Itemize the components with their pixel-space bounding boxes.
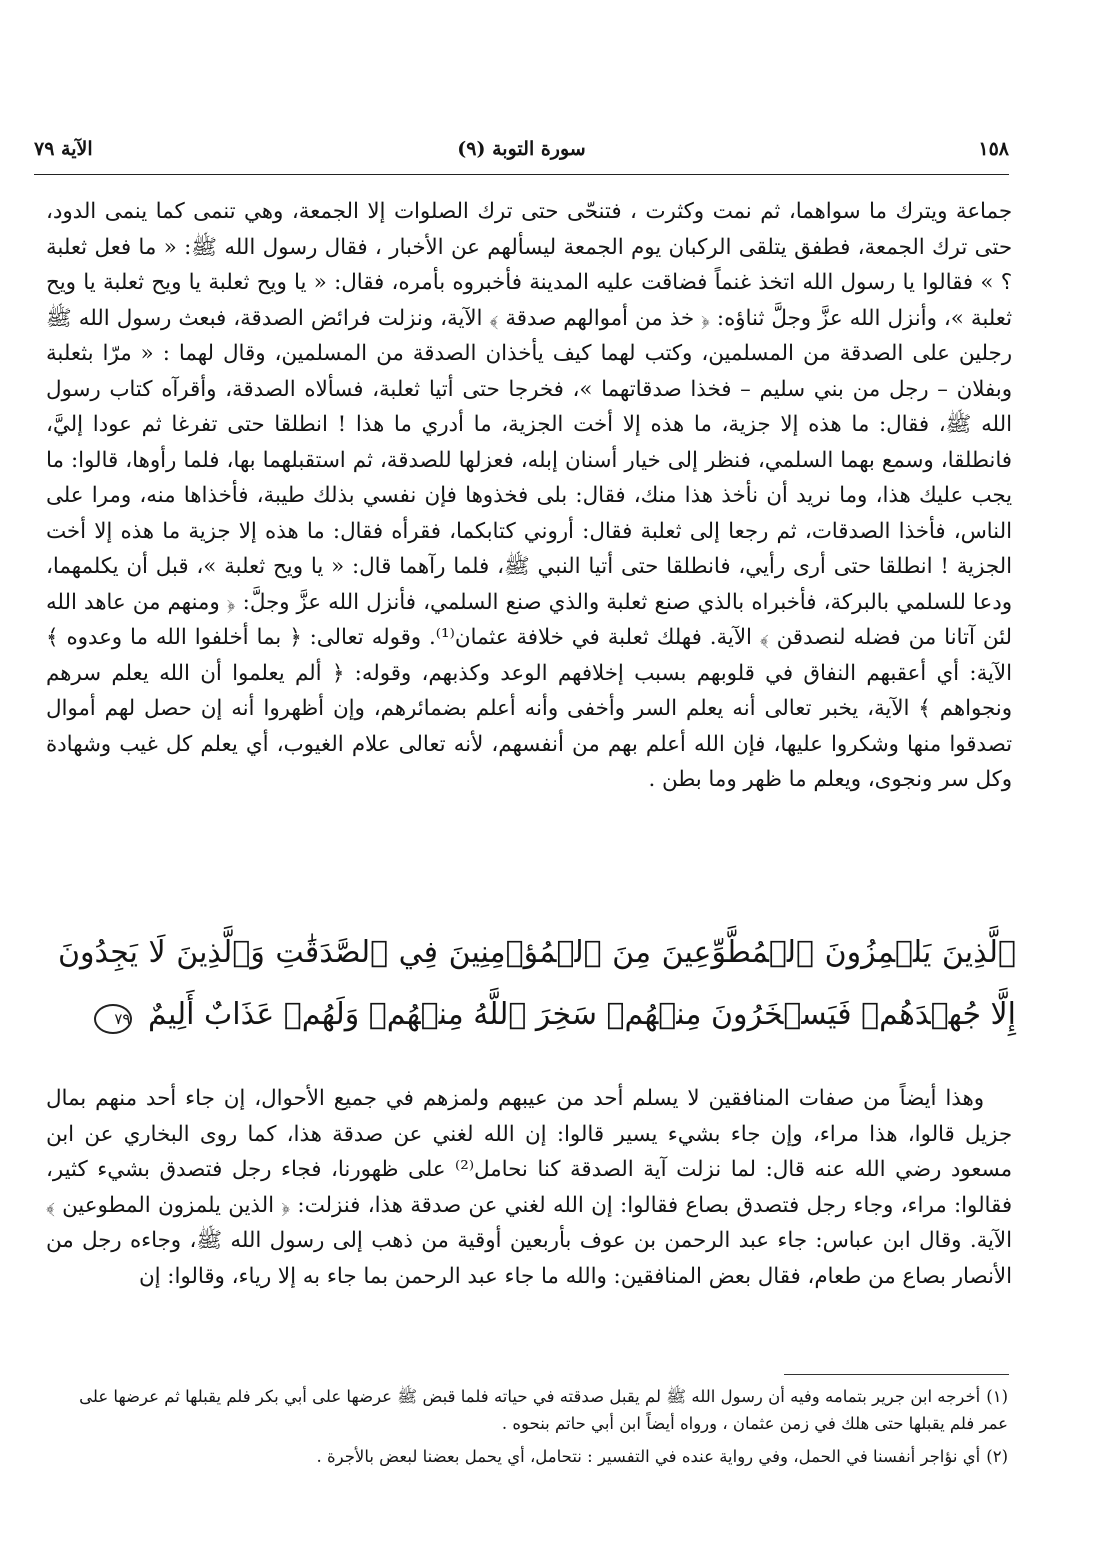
page-number: ١٥٨ [978, 138, 1009, 160]
ayah-number-marker: ٧٩ [94, 1004, 132, 1034]
running-header [34, 135, 1009, 171]
footnote-text: أي نؤاجر أنفسنا في الحمل، وفي رواية عنده في التفسير : نتحامل، أي يحمل بعضنا لبعض بالأجرة . [316, 1447, 981, 1466]
footnote-number: (٢) [986, 1447, 1008, 1466]
paragraph: جماعة ويترك ما سواهما، ثم نمت وكثرت ، فتنحّى حتى ترك الصلوات إلا الجمعة، وهي تنمى كما ينمى الدود، حتى ترك الجمعة، فطفق يتلقى الركبان يوم الجمعة ليسألهم عن الأخبار ، فقال رسول الله ﷺ: « ما فعل ثعلبة ؟ » فقالوا يا رسول الله اتخذ غنماً فضاقت عليه المدينة فأخبروه بأمره، فقال: « يا ويح ثعلبة يا ويح ثعلبة يا ويح ثعلبة »، وأنزل الله عزَّ وجلَّ ثناؤه: ﴿ خذ من أموالهم صدقة ﴾ الآية، ونزلت فرائض الصدقة، فبعث رسول الله ﷺ رجلين على الصدقة من المسلمين، وكتب لهما كيف يأخذان الصدقة من المسلمين، وقال لهما : « مرّا بثعلبة وبفلان – رجل من بني سليم – فخذا صدقاتهما »، فخرجا حتى أتيا ثعلبة، فسألاه الصدقة، وأقرآه كتاب رسول الله ﷺ، فقال: ما هذه إلا جزية، ما هذه إلا أخت الجزية، ما أدري ما هذا ! انطلقا حتى تفرغا ثم عودا إليَّ، فانطلقا، وسمع بهما السلمي، فنظر إلى خيار أسنان إبله، فعزلها للصدقة، ثم استقبلهما بها، فلما رأوها، قالوا: ما يجب عليك هذا، وما نريد أن نأخذ هذا منك، فقال: بلى فخذوها فإن نفسي بذلك طيبة، فأخذاها منه، ومرا على الناس، فأخذا الصدقات، ثم رجعا إلى ثعلبة فقال: أروني كتابكما، فقرأه فقال: ما هذه إلا جزية ما هذه إلا أخت الجزية ! انطلقا حتى أرى رأيي، فانطلقا حتى أتيا النبي ﷺ، فلما رآهما قال: « يا ويح ثعلبة »، قبل أن يكلمهما، ودعا للسلمي بالبركة، فأخبراه بالذي صنع ثعلبة والذي صنع السلمي، فأنزل الله عزَّ وجلَّ: ﴿ ومنهم من عاهد الله لئن آتانا من فضله لنصدقن ﴾ الآية. فهلك ثعلبة في خلافة عثمان⁽¹⁾. وقوله تعالى: ﴿ بما أخلفوا الله ما وعدوه ﴾ الآية: أي أعقبهم النفاق في قلوبهم بسبب إخلافهم الوعد وكذبهم، وقوله: ﴿ ألم يعلموا أن الله يعلم سرهم ونجواهم ﴾ الآية، يخبر تعالى أنه يعلم السر وأخفى وأنه أعلم بضمائرهم، وإن أظهروا أنه إن حصل لهم أموال تصدقوا منها وشكروا عليها، فإن الله أعلم بهم من أنفسهم، لأنه تعالى علام الغيوب، أي يعلم كل غيب وشهادة وكل سر ونجوى، ويعلم ما ظهر وما بطن . [46, 199, 1012, 792]
paragraph: وهذا أيضاً من صفات المنافقين لا يسلم أحد من عيبهم ولمزهم في جميع الأحوال، إن جاء أحد منهم بمال جزيل قالوا، هذا مراء، وإن جاء بشيء يسير قالوا: إن الله لغني عن صدقة هذا، كما روى البخاري عن ابن مسعود رضي الله عنه قال: لما نزلت آية الصدقة كنا نحامل⁽²⁾ على ظهورنا، فجاء رجل فتصدق بشيء كثير، فقالوا: مراء، وجاء رجل فتصدق بصاع فقالوا: إن الله لغني عن صدقة هذا، فنزلت: ﴿ الذين يلمزون المطوعين ﴾ الآية. وقال ابن عباس: جاء عبد الرحمن بن عوف بأربعين أوقية من ذهب إلى رسول الله ﷺ، وجاءه رجل من الأنصار بصاع من طعام، فقال بعض المنافقين: والله ما جاء عبد الرحمن بما جاء به إلا رياء، وقالوا: إن [46, 1086, 1012, 1289]
footnote-number: (١) [986, 1387, 1008, 1406]
commentary-before [46, 194, 1012, 798]
footnote-rule [784, 1374, 1009, 1375]
footnote [70, 1383, 1008, 1437]
footnote [70, 1443, 1008, 1470]
quran-verse: ٱلَّذِينَ يَلۡمِزُونَ ٱلۡمُطَّوِّعِينَ مِنَ ٱلۡمُؤۡمِنِينَ فِي ٱلصَّدَقَٰتِ وَٱلَّذِينَ لَا يَجِدُونَ إِلَّا جُهۡدَهُمۡ فَيَسۡخَرُونَ مِنۡهُمۡ سَخِرَ ٱللَّهُ مِنۡهُمۡ وَلَهُمۡ عَذَابٌ أَلِيمٌ [58, 935, 1016, 1032]
footnote-text: أخرجه ابن جرير بتمامه وفيه أن رسول الله ﷺ لم يقبل صدقته في حياته فلما قبض ﷺ عرضها على أبي بكر فلم يقبلها ثم عرضها على عمر فلم يقبلها حتى هلك في زمن عثمان ، ورواه أيضاً ابن أبي حاتم بنحوه . [79, 1387, 1008, 1433]
ayah-label: الآية ٧٩ [34, 138, 93, 160]
commentary-after [46, 1081, 1012, 1294]
quran-verse-block [58, 922, 1016, 1046]
surah-title: (٩) سورة التوبة [457, 138, 586, 160]
footnotes [70, 1383, 1008, 1476]
header-rule [34, 174, 1009, 175]
